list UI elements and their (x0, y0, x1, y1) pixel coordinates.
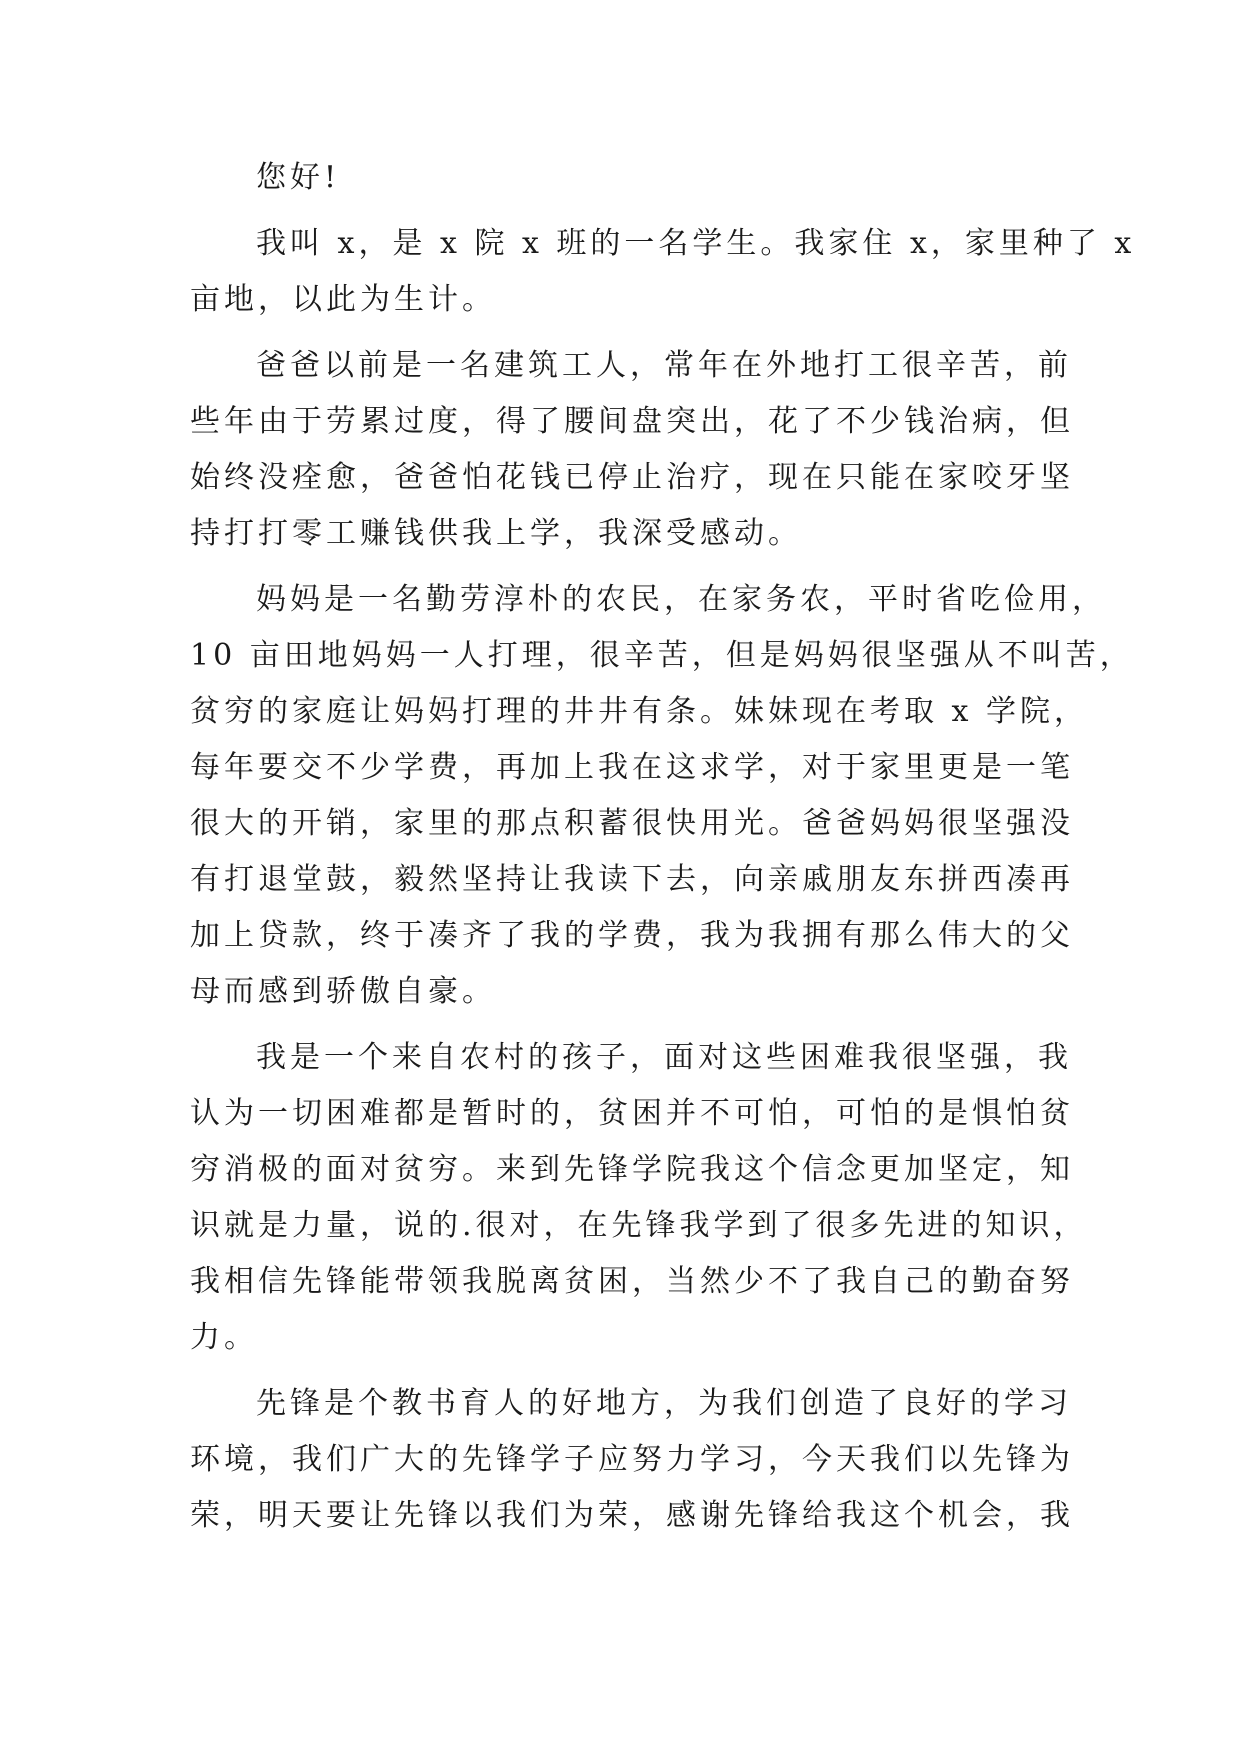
paragraph-3 (190, 572, 1134, 1020)
paragraph-line: 爸爸以前是一名建筑工人，常年在外地打工很辛苦，前 (256, 348, 1072, 383)
paragraph-line: 我相信先锋能带领我脱离贫困，当然少不了我自己的勤奋努 (190, 1264, 1074, 1299)
paragraph-line: 母而感到骄傲自豪。 (190, 974, 496, 1009)
paragraph-line: 力。 (190, 1320, 258, 1355)
paragraph-line: 10 亩田地妈妈一人打理，很辛苦，但是妈妈很坚强从不叫苦， (190, 638, 1134, 673)
paragraph-line: 很大的开销，家里的那点积蓄很快用光。爸爸妈妈很坚强没 (190, 806, 1074, 841)
paragraph-5 (190, 1376, 1074, 1544)
paragraph-1 (190, 216, 1136, 328)
paragraph-line: 贫穷的家庭让妈妈打理的井井有条。妹妹现在考取 x 学院， (190, 694, 1088, 729)
paragraph-line: 先锋是个教书育人的好地方，为我们创造了良好的学习 (256, 1386, 1072, 1421)
paragraph-line: 我是一个来自农村的孩子，面对这些困难我很坚强，我 (256, 1040, 1072, 1075)
paragraph-line: 环境，我们广大的先锋学子应努力学习，今天我们以先锋为 (190, 1442, 1074, 1477)
paragraph-2 (190, 338, 1074, 562)
greeting: 您好! (256, 160, 341, 195)
paragraph-line: 每年要交不少学费，再加上我在这求学，对于家里更是一笔 (190, 750, 1074, 785)
paragraph-line: 亩地，以此为生计。 (190, 282, 496, 317)
paragraph-line: 我叫 x，是 x 院 x 班的一名学生。我家住 x，家里种了 x (256, 226, 1136, 261)
paragraph-line: 识就是力量，说的.很对，在先锋我学到了很多先进的知识， (190, 1208, 1088, 1243)
paragraph-line: 加上贷款，终于凑齐了我的学费，我为我拥有那么伟大的父 (190, 918, 1074, 953)
paragraph-line: 妈妈是一名勤劳淳朴的农民，在家务农，平时省吃俭用， (256, 582, 1106, 617)
paragraph-line: 些年由于劳累过度，得了腰间盘突出，花了不少钱治病，但 (190, 404, 1074, 439)
paragraph-line: 认为一切困难都是暂时的，贫困并不可怕，可怕的是惧怕贫 (190, 1096, 1074, 1131)
paragraph-line: 始终没痊愈，爸爸怕花钱已停止治疗，现在只能在家咬牙坚 (190, 460, 1074, 495)
document-page (190, 150, 1136, 1544)
paragraph-line: 穷消极的面对贫穷。来到先锋学院我这个信念更加坚定，知 (190, 1152, 1074, 1187)
paragraph-4 (190, 1030, 1088, 1366)
paragraph-line: 有打退堂鼓，毅然坚持让我读下去，向亲戚朋友东拼西凑再 (190, 862, 1074, 897)
paragraph-line: 持打打零工赚钱供我上学，我深受感动。 (190, 516, 802, 551)
paragraph-line: 荣，明天要让先锋以我们为荣，感谢先锋给我这个机会，我 (190, 1498, 1074, 1533)
